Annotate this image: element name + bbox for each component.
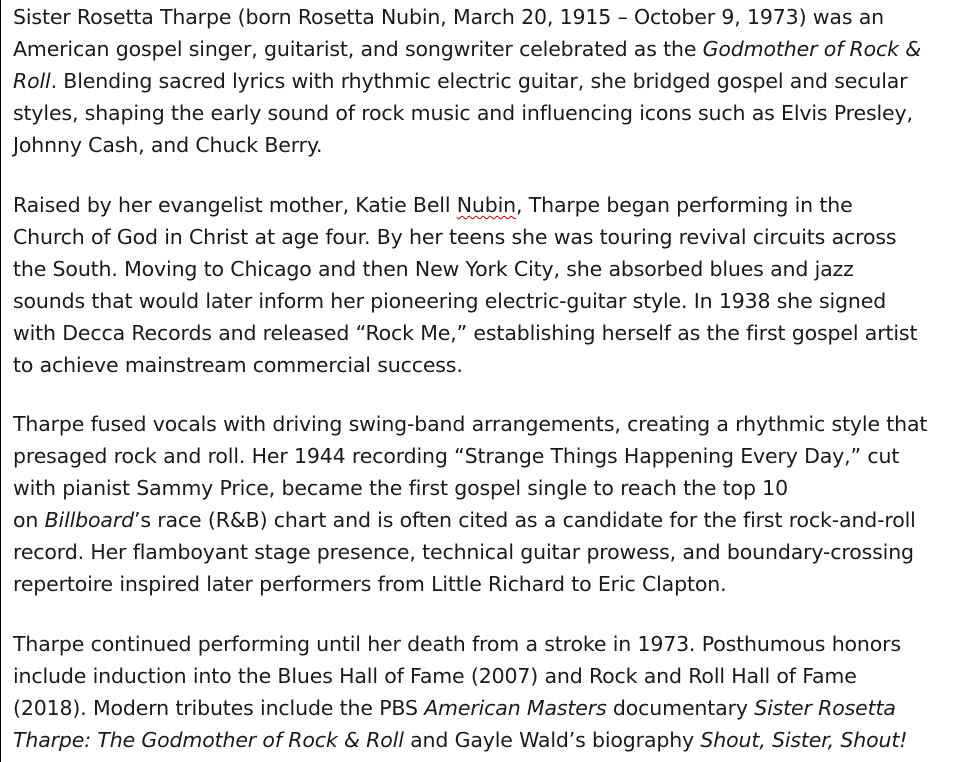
paragraph-early-life [13,189,959,381]
text-line: Sister Rosetta Tharpe (born Rosetta Nubin, March 20, 1915 – October 9, 1973) was an [13,5,884,29]
text-line: Church of God in Christ at age four. By her teens she was touring revival circuits across [13,225,897,249]
text-line: presaged rock and roll. Her 1944 recording “Strange Things Happening Every Day,” cut [13,444,900,468]
italic-title: Sister Rosetta [754,696,896,720]
italic-title: Godmother of Rock & [702,37,922,61]
paragraph-legacy [13,628,959,756]
text-line: with Decca Records and released “Rock Me,” establishing herself as the first gospel artist [13,321,918,345]
text-line: American gospel singer, guitarist, and songwriter celebrated as the Godmother of Rock & [13,37,922,61]
left-border-rule [0,0,1,762]
italic-title: Billboard [44,508,134,532]
text-line: record. Her flamboyant stage presence, technical guitar prowess, and boundary-crossing [13,540,914,564]
italic-title: Shout, Sister, Shout! [700,728,908,752]
text-line: (2018). Modern tributes include the PBS American Masters documentary Sister Rosetta [13,696,896,720]
text-line: Johnny Cash, and Chuck Berry. [13,133,323,157]
text-line: Raised by her evangelist mother, Katie Bell Nubin, Tharpe began performing in the [13,193,853,217]
text-line: Tharpe: The Godmother of Rock & Roll and Gayle Wald’s biography Shout, Sister, Shout! [13,728,908,752]
italic-title: Roll [13,69,51,93]
text-line: Tharpe fused vocals with driving swing-band arrangements, creating a rhythmic style that [13,412,928,436]
text-line: repertoire inspired later performers from Little Richard to Eric Clapton. [13,572,727,596]
text-line: Roll. Blending sacred lyrics with rhythmic electric guitar, she bridged gospel and secular [13,69,908,93]
italic-title: Tharpe: The Godmother of Rock & Roll [13,728,404,752]
text-line: to achieve mainstream commercial success. [13,353,463,377]
text-line: with pianist Sammy Price, became the first gospel single to reach the top 10 [13,476,788,500]
text-line: the South. Moving to Chicago and then New York City, she absorbed blues and jazz [13,257,854,281]
text-line: Tharpe continued performing until her death from a stroke in 1973. Posthumous honors [13,632,901,656]
text-line: on Billboard’s race (R&B) chart and is often cited as a candidate for the first rock-and-roll [13,508,916,532]
text-line: sounds that would later inform her pioneering electric-guitar style. In 1938 she signed [13,289,887,313]
italic-title: American Masters [424,696,607,720]
paragraph-musical-style [13,408,959,600]
paragraph-intro [13,1,959,161]
text-line: include induction into the Blues Hall of Fame (2007) and Rock and Roll Hall of Fame [13,664,857,688]
text-line: styles, shaping the early sound of rock music and influencing icons such as Elvis Presley, [13,101,913,125]
spellcheck-flagged-word[interactable]: Nubin [456,193,517,217]
